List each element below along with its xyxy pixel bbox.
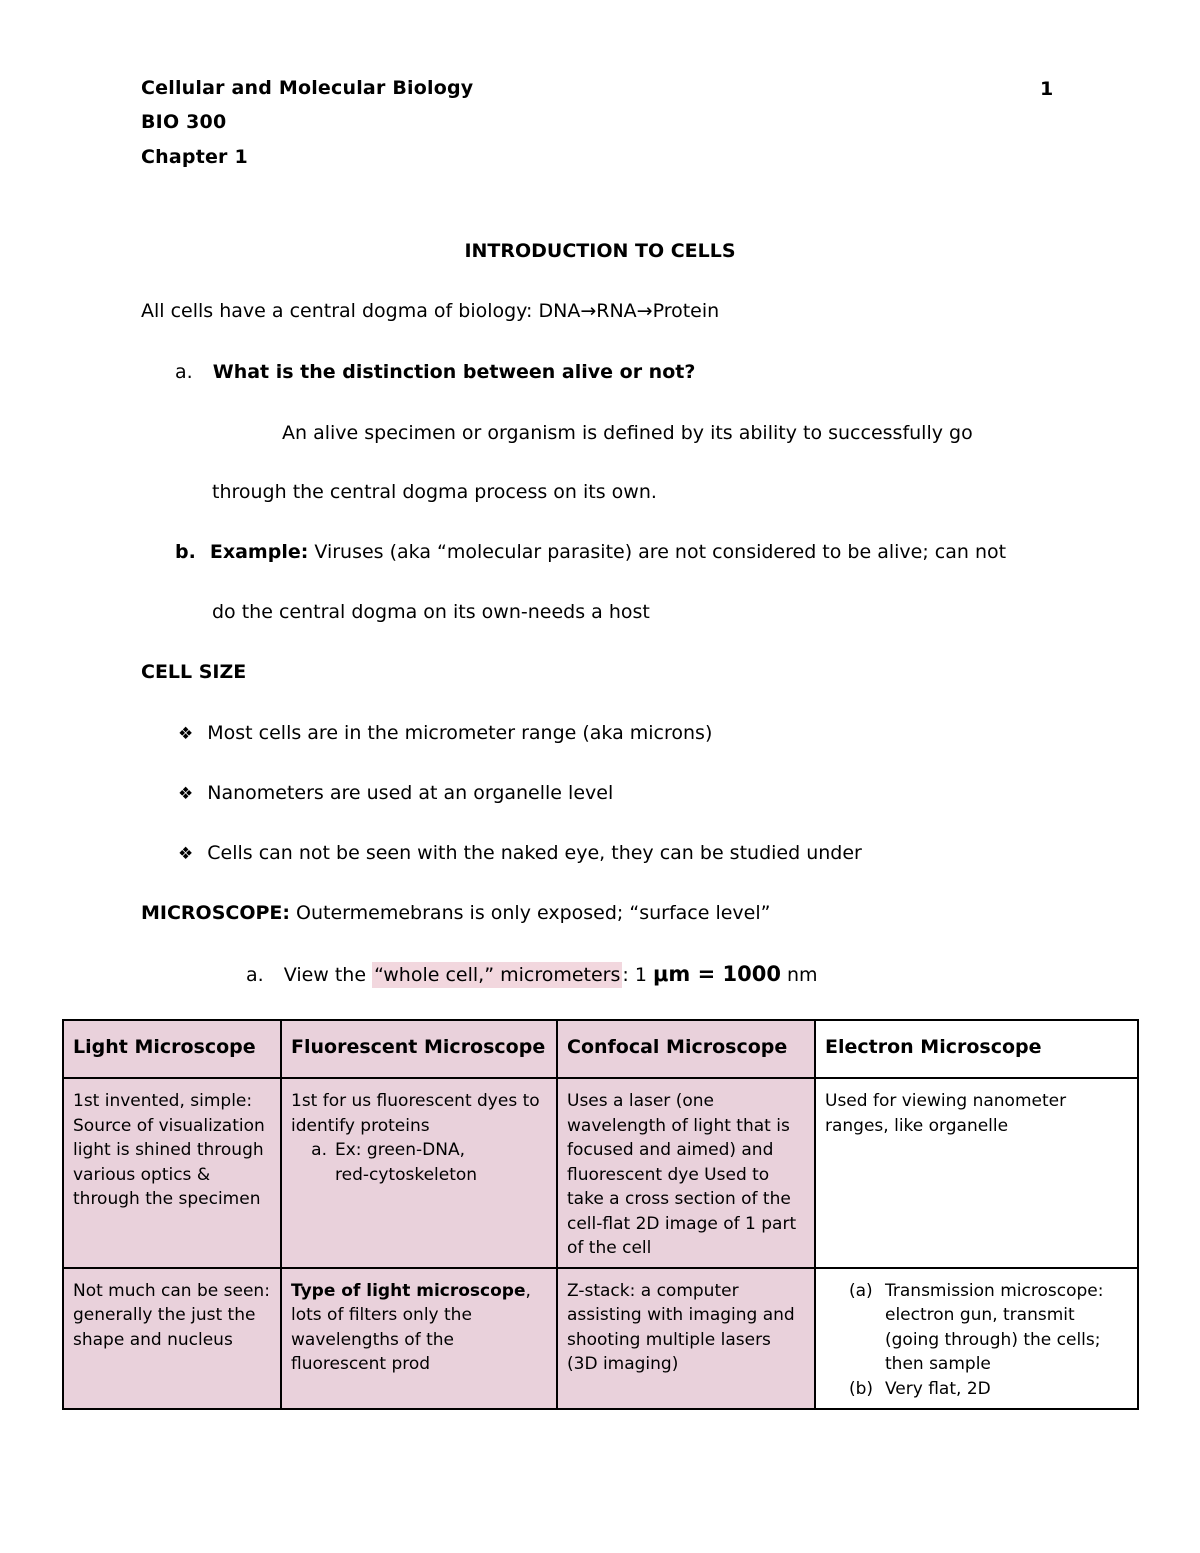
microscope-item-prefix: View the	[283, 964, 373, 986]
example-b-label: Example	[209, 541, 301, 563]
cell-size-heading: CELL SIZE	[141, 661, 247, 683]
list-item-text: Transmission microscope: electron gun, transmit (going through) the cells; then sample	[885, 1280, 1104, 1374]
diamond-bullet-icon: ❖	[178, 844, 194, 864]
fluorescent-text: 1st for us fluorescent dyes to identify proteins	[291, 1091, 540, 1136]
diamond-bullet-icon: ❖	[178, 784, 194, 804]
cell-confocal-zstack: Z-stack: a computer assisting with imaging and shooting multiple lasers (3D imaging)	[557, 1268, 815, 1409]
header-fluorescent-microscope: Fluorescent Microscope	[281, 1020, 557, 1078]
chapter-label: Chapter 1	[141, 146, 248, 168]
cell-fluorescent-description	[281, 1078, 557, 1268]
answer-a-line2: through the central dogma process on its own.	[212, 481, 657, 503]
intro-sentence: All cells have a central dogma of biology: DNA→RNA→Protein	[141, 300, 720, 322]
bullet-text: Nanometers are used at an organelle level	[207, 782, 614, 804]
cell-electron-types	[815, 1268, 1138, 1409]
fluorescent-type-rest: , lots of filters only the wavelengths of the fluorescent prod	[291, 1280, 531, 1374]
cell-fluorescent-type	[281, 1268, 557, 1409]
sub-item-marker	[291, 1138, 327, 1163]
cell-light-description: 1st invented, simple: Source of visualization light is shined through various optics & through the specimen	[63, 1078, 281, 1268]
document-title: INTRODUCTION TO CELLS	[464, 240, 736, 262]
microscope-text: Outermemebrans is only exposed; “surface level”	[290, 902, 771, 924]
course-code: BIO 300	[141, 111, 227, 133]
table-row	[63, 1268, 1138, 1409]
page-number: 1	[1040, 78, 1054, 100]
example-b-line1: Viruses (aka “molecular parasite) are not considered to be alive; can not	[308, 541, 1007, 563]
microscope-label: MICROSCOPE	[141, 902, 283, 924]
sub-item-text: Ex: green-DNA, red-cytoskeleton	[335, 1140, 478, 1185]
cell-confocal-description: Uses a laser (one wavelength of light that is focused and aimed) and fluorescent dye Used to take a cross section of the cell-flat 2D image of 1 part of the cell	[557, 1078, 815, 1268]
example-b	[175, 541, 1006, 563]
cell-light-limitations: Not much can be seen: generally the just the shape and nucleus	[63, 1268, 281, 1409]
microscope-item-colon: :	[622, 964, 629, 986]
table-header-row	[63, 1020, 1138, 1078]
fluorescent-type-bold: Type of light microscope	[291, 1280, 526, 1301]
diamond-bullet-icon: ❖	[178, 724, 194, 744]
list-item	[825, 1377, 1129, 1402]
microscope-table	[62, 1019, 1139, 1410]
sub-item-marker-text: a.	[311, 1140, 327, 1160]
microscope-item-a	[246, 962, 818, 986]
microscope-item-marker: a.	[246, 964, 264, 986]
cell-size-bullet	[178, 782, 613, 804]
question-a	[175, 361, 695, 383]
example-b-line2: do the central dogma on its own-needs a host	[212, 601, 650, 623]
microscope-item-one: 1	[628, 964, 653, 986]
micrometer-equation: μm = 1000	[652, 962, 781, 986]
question-a-text: What is the distinction between alive or not?	[212, 361, 696, 383]
bullet-text: Cells can not be seen with the naked eye, they can be studied under	[207, 842, 862, 864]
list-item-marker: (b)	[849, 1378, 874, 1399]
nanometer-unit: nm	[780, 964, 818, 986]
highlighted-text: “whole cell,” micrometers	[374, 964, 621, 986]
bullet-text: Most cells are in the micrometer range (aka microns)	[207, 722, 713, 744]
list-item	[825, 1279, 1129, 1377]
cell-electron-description: Used for viewing nanometer ranges, like organelle	[815, 1078, 1138, 1268]
table-row	[63, 1078, 1138, 1268]
example-b-marker: b.	[175, 541, 196, 563]
fluorescent-sub-item	[291, 1138, 548, 1187]
microscope-colon: :	[282, 902, 290, 924]
header-electron-microscope: Electron Microscope	[815, 1020, 1138, 1078]
answer-a-line1: An alive specimen or organism is defined by its ability to successfully go	[282, 422, 973, 444]
microscope-line	[141, 902, 771, 924]
cell-size-bullet	[178, 722, 712, 744]
list-item-marker: (a)	[849, 1280, 873, 1301]
course-title: Cellular and Molecular Biology	[141, 77, 474, 99]
example-b-colon: :	[300, 541, 309, 563]
list-item-text: Very flat, 2D	[885, 1378, 991, 1399]
cell-size-bullet	[178, 842, 862, 864]
header-confocal-microscope: Confocal Microscope	[557, 1020, 815, 1078]
header-light-microscope: Light Microscope	[63, 1020, 281, 1078]
question-a-marker: a.	[175, 361, 193, 383]
